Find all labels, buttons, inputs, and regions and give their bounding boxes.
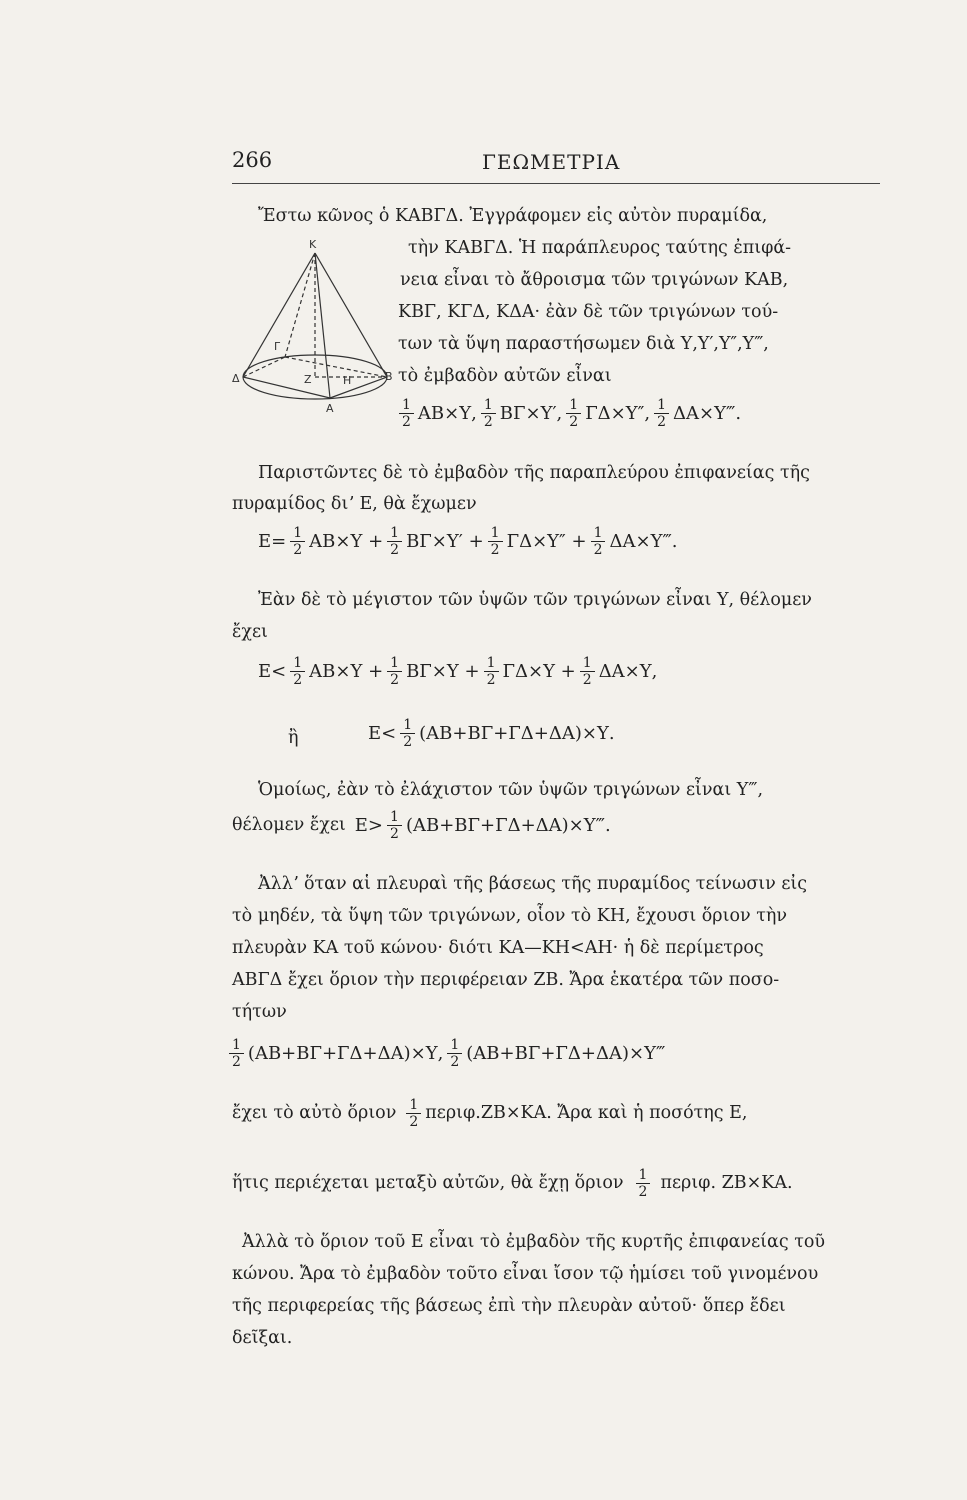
fraction-half: $\frac{1}{2}$ bbox=[636, 1168, 651, 1199]
text-line: τήτων bbox=[232, 1002, 287, 1022]
fraction-half: $\frac{1}{2}$ bbox=[488, 526, 503, 557]
label-gamma: Γ bbox=[274, 340, 281, 353]
fraction-half: $\frac{1}{2}$ bbox=[387, 526, 402, 557]
text-line: κώνου. Ἄρα τὸ ἐμβαδὸν τοῦτο εἶναι ἴσον τῷ ἡμίσει τοῦ γινομένου bbox=[232, 1264, 819, 1284]
fraction-half: $\frac{1}{2}$ bbox=[591, 526, 606, 557]
text-line: Ἀλλὰ τὸ ὅριον τοῦ Ε εἶναι τὸ ἐμβαδὸν τῆς κυρτῆς ἐπιφανείας τοῦ bbox=[242, 1232, 826, 1252]
limit-line-1: ἔχει τὸ αὐτὸ ὅριον $\frac{1}{2}$ περιφ.ΖΒ×ΚΑ. Ἄρα καὶ ἡ ποσότης Ε, bbox=[232, 1097, 748, 1130]
equation-5: θέλομεν ἔχει Ε> $\frac{1}{2}$ (ΑΒ+ΒΓ+ΓΔ+ΔΑ)×Υ‴. bbox=[232, 809, 611, 842]
equation-2: Ε= $\frac{1}{2}$ ΑΒ×Υ + $\frac{1}{2}$ ΒΓ×Υ′ + $\frac{1}{2}$ ΓΔ×Υ″ + $\frac{1}{2}$ ΔΑ×Υ‴. bbox=[258, 525, 678, 558]
text-line: των τὰ ὕψη παραστήσωμεν διὰ Υ,Υ′,Υ″,Υ‴, bbox=[398, 334, 769, 354]
label-z: Ζ bbox=[304, 373, 312, 386]
label-b: Β bbox=[385, 370, 393, 383]
fraction-half: $\frac{1}{2}$ bbox=[580, 656, 595, 687]
text-line: πλευρὰν ΚΑ τοῦ κώνου· διότι ΚΑ—ΚΗ<ΑΗ· ἡ δὲ περίμετρος bbox=[232, 938, 764, 958]
fraction-half: $\frac{1}{2}$ bbox=[481, 398, 496, 429]
text-line: πυραμίδος διʼ Ε, θὰ ἔχωμεν bbox=[232, 494, 477, 514]
equation-6: $\frac{1}{2}$ (ΑΒ+ΒΓ+ΓΔ+ΔΑ)×Υ, $\frac{1}{2}$ (ΑΒ+ΒΓ+ΓΔ+ΔΑ)×Υ‴ bbox=[228, 1038, 665, 1069]
text-line: Ἀλλʼ ὅταν αἱ πλευραὶ τῆς βάσεως τῆς πυραμίδος τείνωσιν εἰς bbox=[258, 874, 808, 894]
running-title: ΓΕΩΜΕΤΡΙΑ bbox=[482, 150, 621, 174]
label-k: Κ bbox=[309, 238, 317, 251]
text-line: Παριστῶντες δὲ τὸ ἐμβαδὸν τῆς παραπλεύρου ἐπιφανείας τῆς bbox=[258, 463, 810, 483]
text-line: Ἐὰν δὲ τὸ μέγιστον τῶν ὑψῶν τῶν τριγώνων εἶναι Υ, θέλομεν bbox=[258, 590, 812, 610]
fraction-half: $\frac{1}{2}$ bbox=[484, 656, 499, 687]
header-rule bbox=[232, 183, 880, 184]
fraction-half: $\frac{1}{2}$ bbox=[229, 1038, 244, 1069]
text-line: τὴν ΚΑΒΓΔ. Ἡ παράπλευρος ταύτης ἐπιφά- bbox=[408, 238, 792, 258]
text-line: νεια εἶναι τὸ ἄθροισμα τῶν τριγώνων ΚΑΒ, bbox=[400, 270, 789, 290]
fraction-half: $\frac{1}{2}$ bbox=[566, 398, 581, 429]
label-h: Η bbox=[343, 374, 352, 387]
fraction-half: $\frac{1}{2}$ bbox=[290, 656, 305, 687]
text-line: Ὁμοίως, ἐὰν τὸ ἐλάχιστον τῶν ὑψῶν τριγώνων εἶναι Υ‴, bbox=[258, 780, 764, 800]
fraction-half: $\frac{1}{2}$ bbox=[406, 1098, 421, 1129]
label-a: Α bbox=[326, 402, 334, 415]
text-line: ΑΒΓΔ ἔχει ὅριον τὴν περιφέρειαν ΖΒ. Ἄρα ἑκατέρα τῶν ποσο- bbox=[232, 970, 780, 990]
text-line: ἢ bbox=[288, 728, 299, 748]
fraction-half: $\frac{1}{2}$ bbox=[399, 398, 414, 429]
text-line: τὸ ἐμβαδὸν αὐτῶν εἶναι bbox=[398, 366, 612, 386]
fraction-half: $\frac{1}{2}$ bbox=[387, 656, 402, 687]
fraction-half: $\frac{1}{2}$ bbox=[387, 810, 402, 841]
cone-figure bbox=[230, 235, 400, 425]
equation-3: Ε< $\frac{1}{2}$ ΑΒ×Υ + $\frac{1}{2}$ ΒΓ×Υ + $\frac{1}{2}$ ΓΔ×Υ + $\frac{1}{2}$ ΔΑ×Υ, bbox=[258, 655, 658, 688]
fraction-half: $\frac{1}{2}$ bbox=[654, 398, 669, 429]
text-line: ἔχει bbox=[232, 622, 268, 642]
fraction-half: $\frac{1}{2}$ bbox=[290, 526, 305, 557]
limit-line-2: ἥτις περιέχεται μεταξὺ αὐτῶν, θὰ ἔχῃ ὅριον $\frac{1}{2}$ περιφ. ΖΒ×ΚΑ. bbox=[232, 1167, 793, 1200]
text-line: τὸ μηδέν, τὰ ὕψη τῶν τριγώνων, οἷον τὸ ΚΗ, ἔχουσι ὅριον τὴν bbox=[232, 906, 788, 926]
page-number: 266 bbox=[232, 148, 273, 172]
fraction-half: $\frac{1}{2}$ bbox=[447, 1038, 462, 1069]
label-delta: Δ bbox=[232, 372, 240, 385]
text-line: Ἔστω κῶνος ὁ ΚΑΒΓΔ. Ἐγγράφομεν εἰς αὐτὸν πυραμίδα, bbox=[258, 206, 768, 226]
equation-4: Ε< $\frac{1}{2}$ (ΑΒ+ΒΓ+ΓΔ+ΔΑ)×Υ. bbox=[368, 717, 615, 750]
fraction-half: $\frac{1}{2}$ bbox=[400, 718, 415, 749]
equation-1: $\frac{1}{2}$ ΑΒ×Υ, $\frac{1}{2}$ ΒΓ×Υ′, $\frac{1}{2}$ ΓΔ×Υ″, $\frac{1}{2}$ ΔΑ×Υ‴. bbox=[398, 398, 741, 429]
text-line: δεῖξαι. bbox=[232, 1328, 293, 1348]
text-line: ΚΒΓ, ΚΓΔ, ΚΔΑ· ἐὰν δὲ τῶν τριγώνων τού- bbox=[398, 302, 779, 322]
text-line: τῆς περιφερείας τῆς βάσεως ἐπὶ τὴν πλευρὰν αὐτοῦ· ὅπερ ἔδει bbox=[232, 1296, 786, 1316]
